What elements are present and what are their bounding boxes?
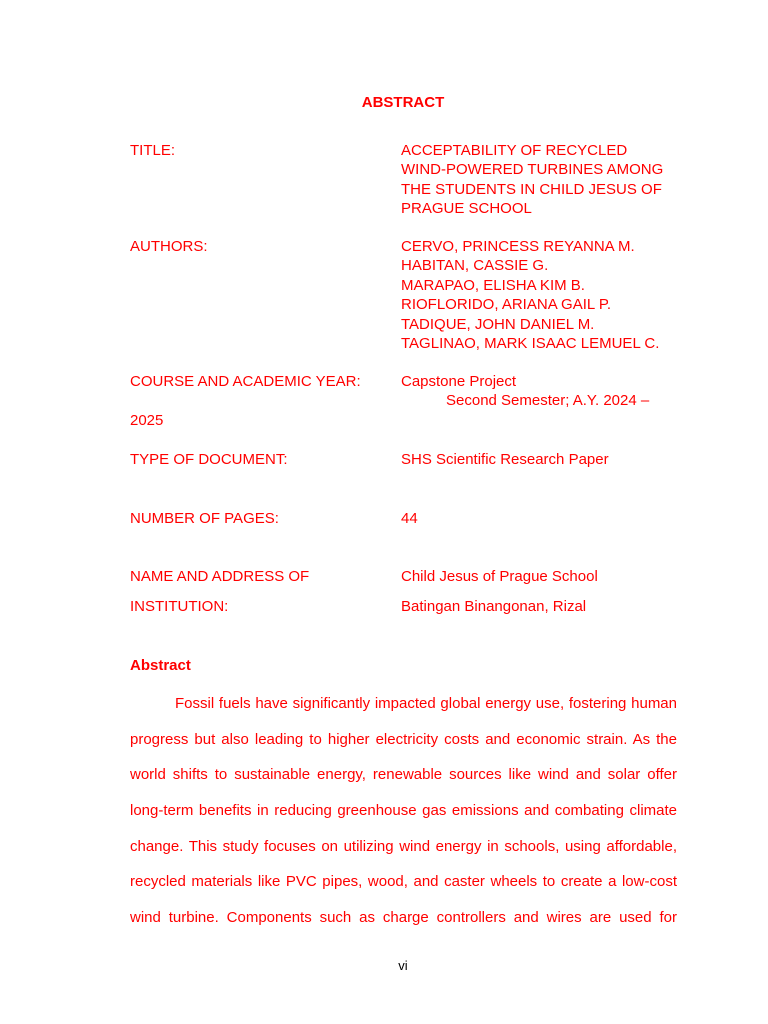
author-name: MARAPAO, ELISHA KIM B.	[401, 276, 585, 294]
year-end-value: 2025	[130, 412, 164, 429]
institution-address: Batingan Binangonan, Rizal	[401, 598, 587, 615]
institution-label-cont: INSTITUTION:	[130, 598, 229, 615]
author-name: TADIQUE, JOHN DANIEL M.	[401, 315, 595, 333]
title-value	[401, 141, 663, 219]
abstract-paragraph	[130, 686, 677, 936]
course-label: COURSE AND ACADEMIC YEAR:	[130, 373, 361, 390]
title-line: THE STUDENTS IN CHILD JESUS OF	[401, 180, 662, 198]
abstract-line: long-term benefits in reducing greenhouse gas emissions and combating climate	[130, 802, 677, 820]
pages-value: 44	[401, 510, 418, 527]
author-name: HABITAN, CASSIE G.	[401, 257, 549, 275]
authors-list	[401, 237, 659, 353]
title-line: PRAGUE SCHOOL	[401, 200, 532, 218]
institution-name: Child Jesus of Prague School	[401, 568, 598, 585]
abstract-heading: Abstract	[130, 657, 191, 674]
type-value: SHS Scientific Research Paper	[401, 451, 609, 468]
type-label: TYPE OF DOCUMENT:	[130, 451, 288, 468]
pages-label: NUMBER OF PAGES:	[130, 510, 279, 527]
institution-label: NAME AND ADDRESS OF	[130, 568, 310, 585]
abstract-line: wind turbine. Components such as charge controllers and wires are used for	[130, 909, 677, 927]
abstract-line: world shifts to sustainable energy, renewable sources like wind and solar offer	[130, 766, 677, 784]
page-number: vi	[398, 958, 408, 973]
title-line: WIND-POWERED TURBINES AMONG	[401, 161, 664, 179]
author-name: TAGLINAO, MARK ISAAC LEMUEL C.	[401, 335, 660, 353]
title-line: ACCEPTABILITY OF RECYCLED	[401, 142, 628, 159]
abstract-line: Fossil fuels have significantly impacted global energy use, fostering human	[175, 695, 677, 712]
abstract-line: progress but also leading to higher electricity costs and economic strain. As the	[130, 730, 677, 748]
title-label: TITLE:	[130, 142, 176, 159]
author-name: RIOFLORIDO, ARIANA GAIL P.	[401, 296, 612, 314]
abstract-line: change. This study focuses on utilizing wind energy in schools, using affordable,	[130, 837, 677, 855]
semester-value: Second Semester; A.Y. 2024 –	[446, 392, 650, 409]
abstract-line: recycled materials like PVC pipes, wood, and caster wheels to create a low-cost	[130, 873, 677, 891]
page-heading: ABSTRACT	[361, 94, 445, 111]
course-value: Capstone Project	[401, 373, 517, 390]
author-name: CERVO, PRINCESS REYANNA M.	[401, 238, 635, 255]
authors-label: AUTHORS:	[130, 238, 208, 255]
